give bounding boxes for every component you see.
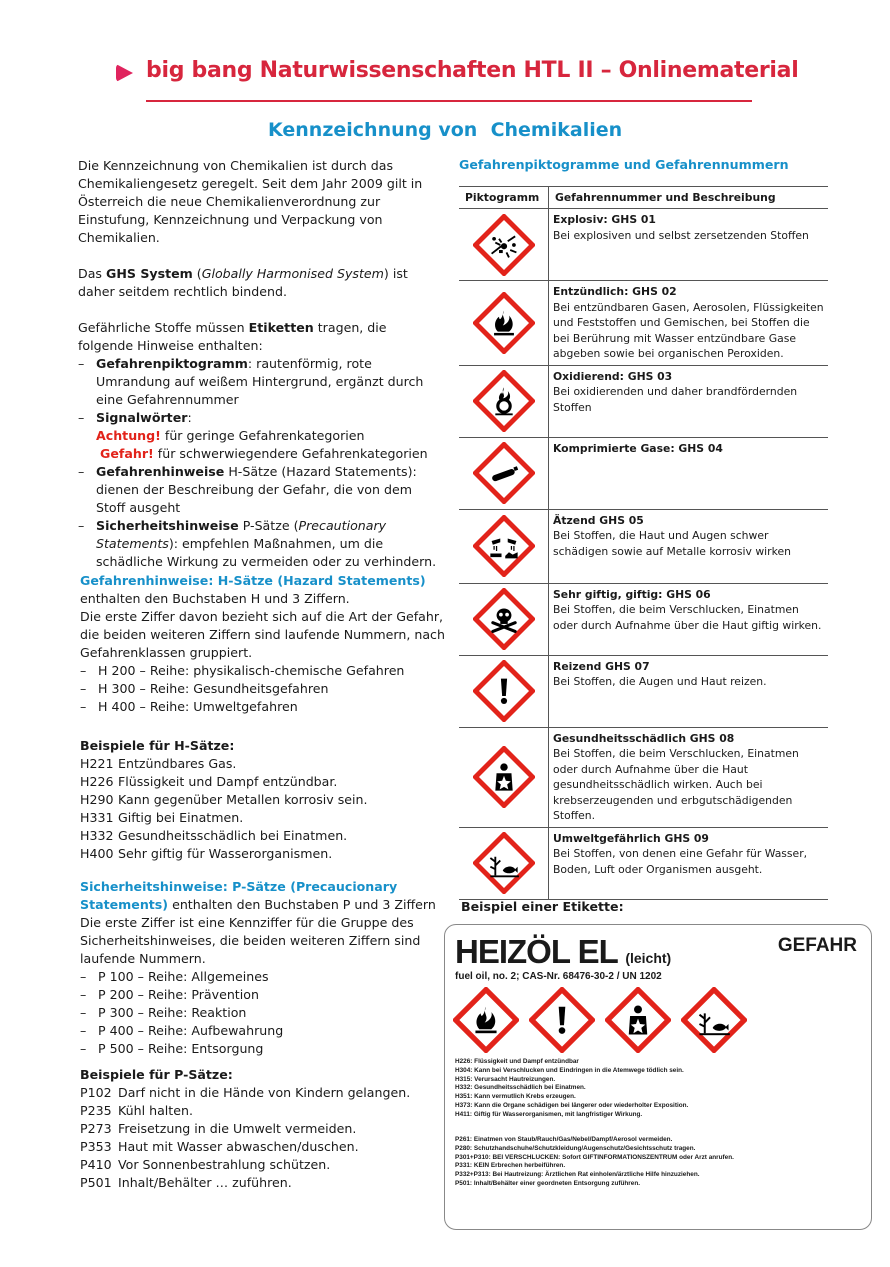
p-examples-list xyxy=(80,1084,452,1192)
text: Gefährliche Stoffe müssen xyxy=(78,320,249,335)
label-statement: P261: Einatmen von Staub/Rauch/Gas/Nebel/Dampf/Aerosol vermeiden. xyxy=(455,1136,673,1143)
hazard-description: Bei entzündbaren Gasen, Aerosolen, Flüssigkeiten und Feststoffen und Gemischen, bei Stoffen die bei Berührung mit Wasser entzündbare Gase abgeben sowie bei organischen Peroxiden. xyxy=(553,300,824,360)
statement-code: P410 xyxy=(80,1157,112,1172)
pictogram-cell xyxy=(459,437,549,509)
statement-text: Entzündbares Gas. xyxy=(118,756,237,771)
description-cell xyxy=(549,655,829,727)
p-section-heading: Sicherheitshinweise: P-Sätze (Precaucionary xyxy=(80,879,398,894)
table-row xyxy=(459,509,828,583)
description-cell xyxy=(549,583,829,655)
description-cell xyxy=(549,437,829,509)
list-item xyxy=(78,517,442,571)
text: P-Sätze ( xyxy=(238,518,299,533)
statement-text: Darf nicht in die Hände von Kindern gelangen. xyxy=(118,1085,411,1100)
table-row xyxy=(459,583,828,655)
pictogram-cell xyxy=(459,281,549,366)
hazard-description: Bei Stoffen, die beim Verschlucken, Einatmen oder durch Aufnahme über die Haut gesundheitsschädlich wirken. Auch bei krebserzeugenden und erbgutschädigenden Stoffen. xyxy=(553,747,799,822)
hazard-name: Entzündlich: GHS 02 xyxy=(553,285,677,298)
statement-code: H221 xyxy=(80,756,114,771)
list-item: – P 200 – Reihe: Prävention xyxy=(80,986,452,1004)
statement-code: H290 xyxy=(80,792,114,807)
ghs-term: GHS System xyxy=(105,266,193,281)
h-series-list xyxy=(80,662,450,716)
text: H-Sätze (Hazard Statements): dienen der Beschreibung der Gefahr, die von dem Stoff ausgeht xyxy=(96,464,417,515)
p-section-line xyxy=(80,896,452,914)
text: : rautenförmig, rote Umrandung auf weißem Hintergrund, ergänzt durch eine Gefahrennummer xyxy=(96,356,424,407)
label-signal-word: GEFAHR xyxy=(777,935,857,956)
statement-code: P501 xyxy=(80,1175,112,1190)
label-pictogram xyxy=(529,987,595,1057)
statement-text: Kühl halten. xyxy=(118,1103,193,1118)
hazard-description: Bei Stoffen, die beim Verschlucken, Einatmen oder durch Aufnahme über die Haut giftig wirken. xyxy=(553,603,822,632)
statement-text: Gesundheitsschädlich bei Einatmen. xyxy=(118,828,348,843)
p-series-list xyxy=(80,968,452,1058)
pictogram-cell xyxy=(459,509,549,583)
label-statement: P280: Schutzhandschuhe/Schutzkleidung/Augenschutz/Gesichtsschutz tragen. xyxy=(455,1144,696,1152)
example-row xyxy=(80,1174,452,1192)
description-cell xyxy=(549,509,829,583)
pictogram-cell xyxy=(459,209,549,281)
label-p-statements xyxy=(455,1136,734,1189)
example-row xyxy=(80,845,450,863)
health-hazard-icon xyxy=(473,746,535,808)
text: enthalten den Buchstaben P und 3 Ziffern xyxy=(168,897,436,912)
column-header: Gefahrennummer und Beschreibung xyxy=(549,187,829,209)
flame-icon xyxy=(473,292,535,354)
table-row xyxy=(459,209,828,281)
label-statement: H304: Kann bei Verschlucken und Eindringen in die Atemwege tödlich sein. xyxy=(455,1066,684,1074)
h-section xyxy=(80,572,450,863)
example-row xyxy=(80,809,450,827)
label-statement: P501: Inhalt/Behälter einer geordneten Entsorgung zuführen. xyxy=(455,1179,640,1187)
p-section-text: Die erste Ziffer ist eine Kennziffer für die Gruppe des Sicherheitshinweises, die beiden weiteren Ziffern sind laufende Nummern. xyxy=(80,915,421,966)
example-row xyxy=(80,1084,452,1102)
label-statement: H351: Kann vermutlich Krebs erzeugen. xyxy=(455,1093,576,1101)
exclamation-icon xyxy=(473,660,535,722)
p-section xyxy=(80,878,452,1192)
list-item: – P 500 – Reihe: Entsorgung xyxy=(80,1040,452,1058)
text: Precautionary Statements xyxy=(96,518,387,551)
hazard-description: Bei oxidierenden und daher brandfördernden Stoffen xyxy=(553,385,798,414)
text: ( xyxy=(192,266,202,281)
label-pictogram xyxy=(605,987,671,1057)
table-row xyxy=(459,727,828,827)
statement-text: Vor Sonnenbestrahlung schützen. xyxy=(118,1157,331,1172)
p-section-heading-cont: Statements) xyxy=(80,897,169,912)
example-row xyxy=(80,755,450,773)
hazard-description: Bei Stoffen, die Augen und Haut reizen. xyxy=(553,675,767,688)
description-cell xyxy=(549,727,829,827)
gas-cylinder-icon xyxy=(473,442,535,504)
list-item xyxy=(78,463,442,517)
hazard-name: Oxidierend: GHS 03 xyxy=(553,369,673,383)
hazard-description: Bei Stoffen, die Haut und Augen schwer schädigen sowie auf Metalle korrosiv wirken xyxy=(553,529,791,558)
intro-paragraph-3 xyxy=(78,319,442,355)
statement-code: P353 xyxy=(80,1139,112,1154)
product-suffix: (leicht) xyxy=(625,950,672,966)
statement-text: Giftig bei Einatmen. xyxy=(118,810,244,825)
label-pictogram xyxy=(453,987,519,1057)
explosive-icon xyxy=(473,214,535,276)
pictogram-cell xyxy=(459,727,549,827)
text: für geringe Gefahrenkategorien xyxy=(160,428,365,443)
list-item xyxy=(78,409,442,463)
statement-code: P102 xyxy=(80,1085,112,1100)
statement-text: Kann gegenüber Metallen korrosiv sein. xyxy=(118,792,368,807)
label-identifiers: fuel oil, no. 2; CAS-Nr. 68476-30-2 / UN 1202 xyxy=(455,971,662,982)
statement-code: H226 xyxy=(80,774,114,789)
hazard-name: Sehr giftig, giftig: GHS 06 xyxy=(553,587,711,601)
corrosion-icon xyxy=(473,515,535,577)
list-item: – H 400 – Reihe: Umweltgefahren xyxy=(80,698,450,716)
hazard-description: Bei explosiven und selbst zersetzenden Stoffen xyxy=(553,228,809,242)
header-title: big bang Naturwissenschaften HTL II – Onlinematerial xyxy=(146,58,799,83)
list-item: – P 300 – Reihe: Reaktion xyxy=(80,1004,452,1022)
description-cell xyxy=(549,209,829,281)
brand-mark-icon xyxy=(116,64,133,82)
hazard-name: Komprimierte Gase: GHS 04 xyxy=(553,441,723,455)
term: Gefahrenpiktogramm xyxy=(96,356,248,371)
pictogram-cell xyxy=(459,365,549,437)
statement-text: Sehr giftig für Wasserorganismen. xyxy=(118,846,333,861)
environment-icon xyxy=(473,832,535,894)
term: Gefahrenhinweise xyxy=(96,464,225,479)
intro-paragraph-2 xyxy=(78,265,442,301)
label-pictograms xyxy=(453,987,747,1057)
statement-code: P235 xyxy=(80,1103,112,1118)
label-statement: H373: Kann die Organe schädigen bei längerer oder wiederholter Exposition. xyxy=(455,1101,689,1109)
text: Das xyxy=(78,266,106,281)
ghs-expansion: Globally Harmonised System xyxy=(201,266,384,281)
hazard-name: Explosiv: GHS 01 xyxy=(553,213,656,226)
h-examples-title: Beispiele für H-Sätze: xyxy=(80,738,235,753)
description-cell xyxy=(549,827,829,899)
statement-text: Flüssigkeit und Dampf entzündbar. xyxy=(118,774,338,789)
list-item: – H 300 – Reihe: Gesundheitsgefahren xyxy=(80,680,450,698)
table-row xyxy=(459,655,828,727)
list-item: – P 100 – Reihe: Allgemeines xyxy=(80,968,452,986)
pictogram-cell xyxy=(459,583,549,655)
label-pictogram xyxy=(681,987,747,1057)
text: : xyxy=(187,410,192,425)
health-hazard-icon xyxy=(605,987,671,1053)
example-row xyxy=(80,1120,452,1138)
h-examples-list xyxy=(80,755,450,863)
signal-word-achtung: Achtung! xyxy=(96,428,161,443)
hazard-description: Bei Stoffen, von denen eine Gefahr für Wasser, Boden, Luft oder Organismen ausgeht. xyxy=(553,847,808,876)
label-elements-list xyxy=(78,355,442,571)
h-section-heading: Gefahrenhinweise: H-Sätze (Hazard Statements) xyxy=(80,573,426,588)
table-header-row xyxy=(459,187,828,209)
intro-section xyxy=(78,157,442,571)
description-cell xyxy=(549,365,829,437)
statement-code: P273 xyxy=(80,1121,112,1136)
example-row xyxy=(80,827,450,845)
hazard-name: Ätzend GHS 05 xyxy=(553,513,644,527)
product-name: HEIZÖL EL xyxy=(455,933,618,970)
table-row xyxy=(459,437,828,509)
flame-over-circle-icon xyxy=(473,370,535,432)
skull-icon xyxy=(473,588,535,650)
label-caption: Beispiel einer Etikette: xyxy=(461,899,624,914)
hazard-name: Gesundheitsschädlich GHS 08 xyxy=(553,731,735,745)
example-row xyxy=(80,1138,452,1156)
intro-paragraph-1: Die Kennzeichnung von Chemikalien ist durch das Chemikaliengesetz geregelt. Seit dem Jahr 2009 gilt in Österreich die neue Chemikalienverordnung zur Einstufung, Kennzeichnung und Verpackung von Chemikalien. xyxy=(78,158,423,245)
label-statement: P301+P310: BEI VERSCHLUCKEN: Sofort GIFTINFORMATIONSZENTRUM oder Arzt anrufen. xyxy=(455,1153,734,1161)
example-row xyxy=(80,791,450,809)
pictogram-cell xyxy=(459,655,549,727)
statement-text: Inhalt/Behälter … zuführen. xyxy=(118,1175,292,1190)
example-label xyxy=(444,924,872,1230)
environment-icon xyxy=(681,987,747,1053)
label-statement: H411: Giftig für Wasserorganismen, mit langfristiger Wirkung. xyxy=(455,1110,643,1118)
exclamation-icon xyxy=(529,987,595,1053)
table-row xyxy=(459,365,828,437)
label-product-name xyxy=(455,933,671,971)
column-header: Piktogramm xyxy=(459,187,549,209)
statement-code: H332 xyxy=(80,828,114,843)
term: Signalwörter xyxy=(96,410,188,425)
example-row xyxy=(80,1102,452,1120)
hazard-name: Umweltgefährlich GHS 09 xyxy=(553,831,709,845)
ghs-table xyxy=(459,186,828,900)
label-h-statements xyxy=(455,1058,688,1120)
statement-code: H400 xyxy=(80,846,114,861)
pictogram-cell xyxy=(459,827,549,899)
label-statement: H226: Flüssigkeit und Dampf entzündbar xyxy=(455,1058,579,1065)
hazard-name: Reizend GHS 07 xyxy=(553,659,650,673)
text: ): empfehlen Maßnahmen, um die schädliche Wirkung zu vermeiden oder zu verhindern. xyxy=(96,536,437,569)
p-examples-title: Beispiele für P-Sätze: xyxy=(80,1067,233,1082)
page-title: Kennzeichnung von Chemikalien xyxy=(268,119,623,141)
example-row xyxy=(80,1156,452,1174)
list-item xyxy=(78,355,442,409)
table-heading: Gefahrenpiktogramme und Gefahrennummern xyxy=(459,157,789,172)
text: ) ist daher seitdem rechtlich bindend. xyxy=(78,266,408,299)
table-row xyxy=(459,827,828,899)
signal-word-gefahr: Gefahr! xyxy=(100,446,154,461)
label-statement: H315: Verursacht Hautreizungen. xyxy=(455,1075,556,1083)
statement-text: Haut mit Wasser abwaschen/duschen. xyxy=(118,1139,359,1154)
etiketten-term: Etiketten xyxy=(248,320,314,335)
h-section-line: enthalten den Buchstaben H und 3 Ziffern. xyxy=(80,591,350,606)
text: tragen, die folgende Hinweise enthalten: xyxy=(78,320,387,353)
table-row xyxy=(459,281,828,366)
example-row xyxy=(80,773,450,791)
flame-icon xyxy=(453,987,519,1053)
h-section-text: Die erste Ziffer davon bezieht sich auf die Art der Gefahr, die beiden weiteren Ziffern sind laufende Nummern, nach Gefahrenklassen gruppiert. xyxy=(80,609,445,660)
label-statement: P332+P313: Bei Hautreizung: Ärztlichen Rat einholen/ärztliche Hilfe hinzuziehen. xyxy=(455,1171,700,1179)
list-item: – H 200 – Reihe: physikalisch-chemische Gefahren xyxy=(80,662,450,680)
statement-text: Freisetzung in die Umwelt vermeiden. xyxy=(118,1121,357,1136)
term: Sicherheitshinweise xyxy=(96,518,239,533)
label-statement: P331: KEIN Erbrechen herbeiführen. xyxy=(455,1162,566,1170)
description-cell xyxy=(549,281,829,366)
header-rule xyxy=(146,100,752,102)
label-statement: H332: Gesundheitsschädlich bei Einatmen. xyxy=(455,1084,586,1092)
statement-code: H331 xyxy=(80,810,114,825)
list-item: – P 400 – Reihe: Aufbewahrung xyxy=(80,1022,452,1040)
text: für schwerwiegendere Gefahrenkategorien xyxy=(153,446,428,461)
